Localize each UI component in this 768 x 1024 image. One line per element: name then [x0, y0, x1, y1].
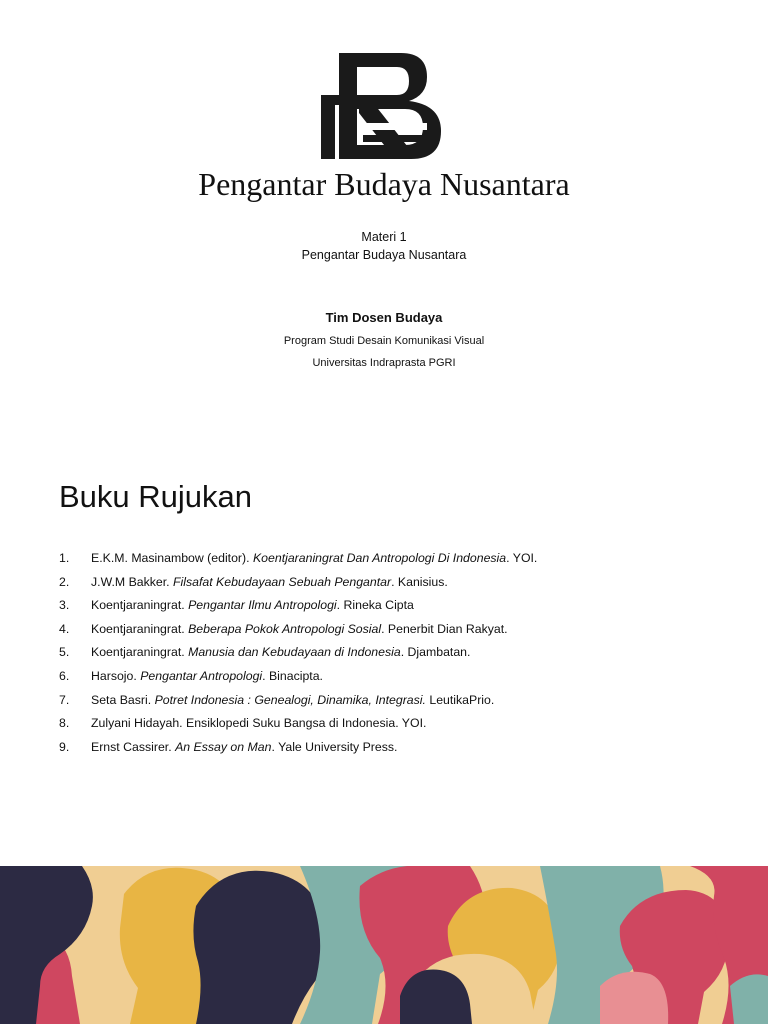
reference-text — [91, 666, 323, 686]
reference-publisher: . Binacipta. — [262, 668, 323, 683]
reference-author: Harsojo. — [91, 668, 141, 683]
reference-item — [59, 619, 739, 643]
reference-number: 8. — [59, 716, 70, 731]
reference-number: 3. — [59, 598, 70, 613]
reference-author: Koentjaraningrat. — [91, 598, 189, 613]
reference-text — [91, 572, 448, 592]
reference-book-title: Pengantar Antropologi — [140, 668, 263, 683]
reference-book-title: Koentjaraningrat Dan Antropologi Di Indonesia — [252, 551, 507, 565]
reference-author: Seta Basri. — [91, 692, 155, 707]
reference-author: E.K.M. Masinambow (editor). — [91, 551, 253, 565]
reference-book-title: Beberapa Pokok Antropologi Sosial — [188, 621, 382, 636]
reference-text — [91, 713, 426, 733]
program-name: Program Studi Desain Komunikasi Visual — [283, 335, 485, 347]
reference-item — [59, 713, 739, 737]
reference-publisher: . Djambatan. — [400, 645, 471, 660]
reference-author: Zulyani Hidayah. Ensiklopedi Suku Bangsa di Indonesia. YOI. — [91, 716, 427, 731]
presentation-title: Pengantar Budaya Nusantara — [198, 166, 570, 202]
reference-item — [59, 572, 739, 596]
reference-author: Koentjaraningrat. — [91, 645, 189, 660]
reference-book-title: Manusia dan Kebudayaan di Indonesia — [188, 645, 401, 660]
reference-number: 2. — [59, 574, 70, 589]
reference-text — [91, 642, 470, 662]
reference-number: 7. — [59, 692, 70, 707]
reference-book-title: An Essay on Man — [175, 739, 272, 754]
reference-item — [59, 690, 739, 714]
reference-list — [59, 548, 739, 760]
reference-item — [59, 548, 739, 572]
reference-item — [59, 642, 739, 666]
reference-publisher: . Yale University Press. — [271, 739, 398, 754]
reference-item — [59, 595, 739, 619]
materi-title: Pengantar Budaya Nusantara — [301, 248, 467, 262]
reference-book-title: Pengantar Ilmu Antropologi — [188, 598, 337, 613]
reference-book-title: Potret Indonesia : Genealogi, Dinamika, Integrasi. — [154, 692, 426, 707]
reference-publisher: . Rineka Cipta — [336, 598, 414, 613]
reference-author: Ernst Cassirer. — [91, 739, 176, 754]
reference-text — [91, 595, 414, 615]
materi-number: Materi 1 — [361, 230, 407, 244]
reference-text — [91, 737, 397, 757]
reference-number: 6. — [59, 668, 70, 683]
reference-publisher: . Penerbit Dian Rakyat. — [381, 621, 508, 636]
reference-item — [59, 737, 739, 761]
reference-author: Koentjaraningrat. — [91, 621, 189, 636]
university-name: Universitas Indraprasta PGRI — [312, 357, 456, 369]
reference-author: J.W.M Bakker. — [91, 574, 173, 589]
team-name: Tim Dosen Budaya — [325, 310, 443, 325]
silhouette-heads-illustration — [0, 866, 768, 1024]
reference-number: 1. — [59, 551, 70, 565]
reference-publisher: LeutikaPrio. — [425, 692, 495, 707]
reference-book-title: Filsafat Kebudayaan Sebuah Pengantar — [173, 574, 392, 589]
reference-number: 5. — [59, 645, 70, 660]
reference-publisher: . Kanisius. — [391, 574, 448, 589]
reference-heading: Buku Rujukan — [59, 479, 253, 514]
bn-monogram-logo — [319, 51, 449, 161]
reference-publisher: . YOI. — [506, 551, 538, 565]
reference-number: 9. — [59, 739, 70, 754]
reference-text — [91, 690, 494, 710]
reference-item — [59, 666, 739, 690]
reference-text — [91, 548, 537, 568]
reference-text — [91, 619, 508, 639]
reference-number: 4. — [59, 621, 70, 636]
